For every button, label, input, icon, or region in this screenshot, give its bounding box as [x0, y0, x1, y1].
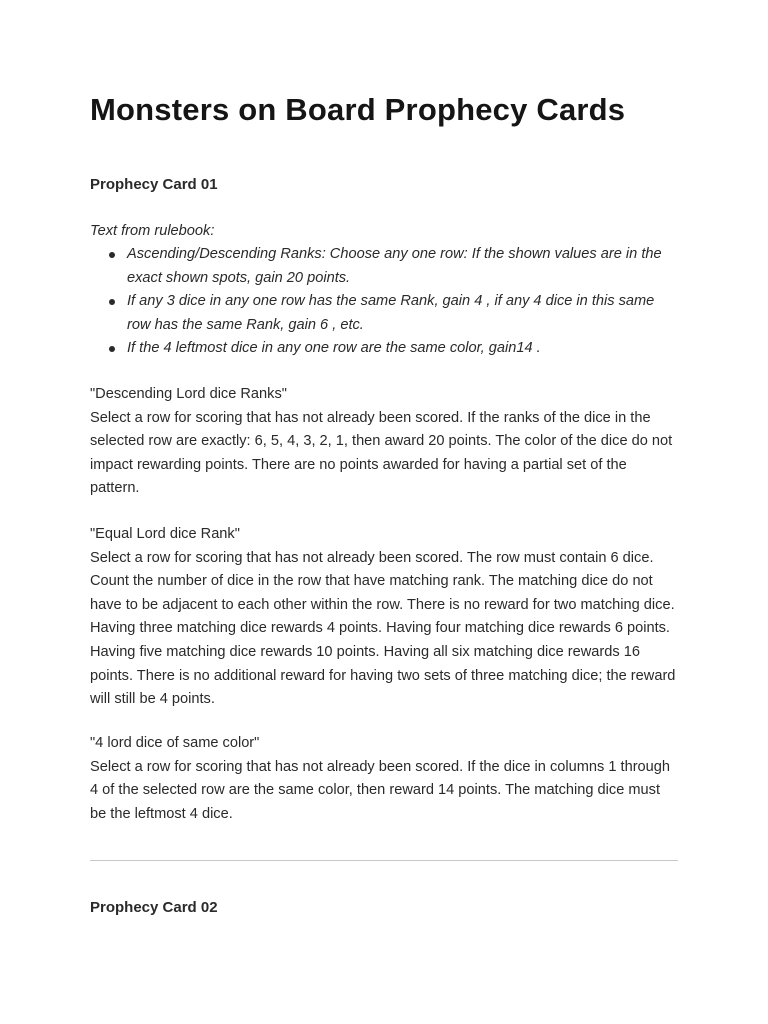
rule-section: [90, 383, 680, 501]
bullet-dot-icon: [109, 346, 115, 352]
card-02-heading: Prophecy Card 02: [90, 899, 218, 916]
rule-section-title: "Equal Lord dice Rank": [90, 526, 240, 542]
rulebook-intro: Text from rulebook:: [90, 223, 215, 239]
bullet-dot-icon: [109, 299, 115, 305]
rule-section-title: "4 lord dice of same color": [90, 735, 260, 751]
bullet-dot-icon: [109, 252, 115, 258]
card-01-heading: Prophecy Card 01: [90, 176, 218, 193]
rule-section: [90, 523, 680, 712]
rulebook-bullet-text: Ascending/Descending Ranks: Choose any one row: If the shown values are in the exact shown spots, gain 20 points.: [127, 246, 662, 286]
rule-section: [90, 732, 680, 826]
rulebook-bullet-list: [90, 243, 680, 361]
rule-section-body: Select a row for scoring that has not already been scored. If the ranks of the dice in the selected row are exactly: 6, 5, 4, 3, 2, 1, then award 20 points. The color of the dice do not impact rewarding points. There are no points awarded for having a partial set of the pattern.: [90, 409, 673, 497]
section-divider: [90, 860, 678, 861]
rulebook-bullet: [90, 243, 680, 290]
rule-section-body: Select a row for scoring that has not already been scored. The row must contain 6 dice. Count the number of dice in the row that have matching rank. The matching dice do not have to be adjacent to each other within the row. There is no reward for two matching dice. Having three matching dice rewards 4 points. Having four matching dice rewards 6 points. Having five matching dice rewards 10 points. Having all six matching dice rewards 16 points. There is no additional reward for having two sets of three matching dice; the reward will still be 4 points.: [90, 549, 676, 708]
rulebook-bullet: [90, 290, 680, 337]
rulebook-bullet: [90, 337, 680, 361]
rulebook-bullet-text: If the 4 leftmost dice in any one row are the same color, gain14 .: [127, 340, 541, 357]
rule-section-body: Select a row for scoring that has not already been scored. If the dice in columns 1 through 4 of the selected row are the same color, then reward 14 points. The matching dice must be the leftmost 4 dice.: [90, 758, 671, 822]
page-title: Monsters on Board Prophecy Cards: [90, 92, 626, 127]
rule-section-title: "Descending Lord dice Ranks": [90, 386, 287, 402]
rulebook-bullet-text: If any 3 dice in any one row has the same Rank, gain 4 , if any 4 dice in this same row has the same Rank, gain 6 , etc.: [127, 293, 655, 333]
